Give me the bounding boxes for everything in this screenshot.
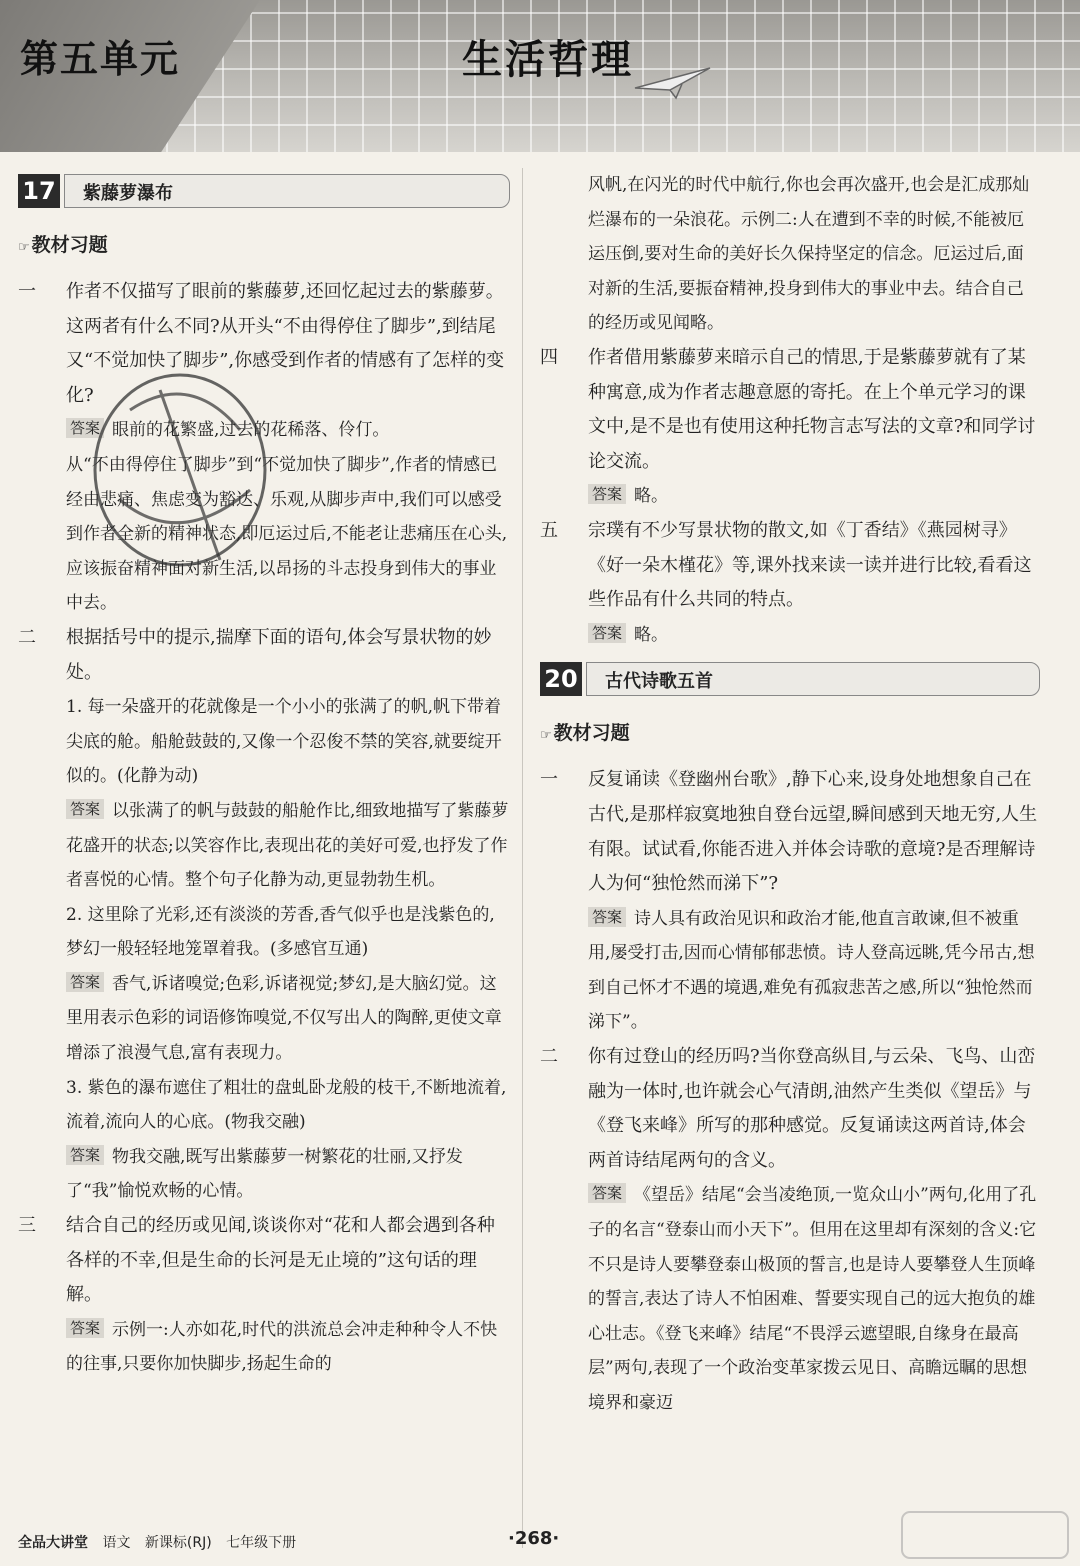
- question-text: 作者不仅描写了眼前的紫藤萝,还回忆起过去的紫藤萝。这两者有什么不同?从开头“不由得停住了脚步”,到结尾又“不觉加快了脚步”,你感受到作者的情感有了怎样的变化?: [66, 281, 505, 406]
- pointing-hand-icon: ☞: [540, 728, 552, 744]
- question-number: 一: [540, 769, 558, 791]
- footer-edition: 新课标(RJ): [144, 1535, 212, 1551]
- footer-grade: 七年级下册: [226, 1535, 297, 1551]
- answer-label: 答案: [66, 418, 104, 438]
- question-number: 三: [18, 1215, 36, 1237]
- answer-label: 答案: [588, 1183, 626, 1203]
- poem-question-1: [540, 763, 1040, 1040]
- page-footer: [18, 1528, 1058, 1558]
- answer-label: 答案: [66, 1318, 104, 1338]
- lesson-title: 古代诗歌五首: [605, 671, 713, 693]
- answer-label: 答案: [588, 484, 626, 504]
- answer: [66, 1140, 510, 1209]
- section-label: [18, 230, 510, 257]
- question-4: [540, 341, 1040, 514]
- answer: [588, 479, 1040, 514]
- answer-continued: 从“不由得停住了脚步”到“不觉加快了脚步”,作者的情感已经由悲痛、焦虑变为豁达、乐观,从脚步声中,我们可以感受到作者全新的精神状态,即厄运过后,不能老让悲痛压在心头,应该振奋精神面对新生活,以昂扬的斗志投身到伟大的事业中去。: [66, 454, 508, 614]
- answer-label: 答案: [588, 907, 626, 927]
- page-header: [0, 0, 1080, 152]
- question-text: 根据括号中的提示,揣摩下面的语句,体会写景状物的妙处。: [66, 626, 492, 683]
- answer-label: 答案: [66, 972, 104, 992]
- question-2: [18, 621, 510, 1209]
- section-label-text: 教材习题: [31, 234, 108, 256]
- sub-question-2: 2. 这里除了光彩,还有淡淡的芳香,香气似乎也是浅紫色的,梦幻一般轻轻地笼罩着我。(多感官互通): [66, 904, 495, 960]
- section-label: [540, 718, 1040, 745]
- question-number: 二: [540, 1046, 558, 1068]
- section-label-text: 教材习题: [553, 722, 630, 745]
- lesson-number: 17: [18, 174, 60, 208]
- question-text: 宗璞有不少写景状物的散文,如《丁香结》《燕园树寻》《好一朵木槿花》等,课外找来读一读并进行比较,看看这些作品有什么共同的特点。: [588, 519, 1032, 611]
- answer-text: 诗人具有政治见识和政治才能,他直言敢谏,但不被重用,屡受打击,因而心情郁郁悲愤。诗人登高远眺,凭今吊古,想到自己怀才不遇的境遇,难免有孤寂悲苦之感,所以“独怆然而涕下”。: [588, 908, 1035, 1033]
- sub-question-1: 1. 每一朵盛开的花就像是一个小小的张满了的帆,帆下带着尖底的舱。船舱鼓鼓的,又像一个忍俊不禁的笑容,就要绽开似的。(化静为动): [66, 697, 502, 787]
- handwritten-stamp-mark: [70, 350, 300, 580]
- answer: [66, 1313, 510, 1382]
- page-number: ·268·: [508, 1528, 560, 1549]
- answer-text: 略。: [634, 624, 669, 645]
- lesson-17-header: [18, 172, 510, 212]
- lesson-title-bar: [586, 662, 1040, 696]
- unit-title: 第五单元: [20, 36, 181, 81]
- column-divider: [522, 168, 523, 1548]
- lesson-title: 紫藤萝瀑布: [83, 183, 173, 204]
- answer-text: 眼前的花繁盛,过去的花稀落、伶仃。: [112, 420, 390, 441]
- question-3: [18, 1209, 510, 1382]
- question-text: 反复诵读《登幽州台歌》,静下心来,设身处地想象自己在古代,是那样寂寞地独自登台远望,瞬间感到天地无穷,人生有限。试试看,你能否进入并体会诗歌的意境?是否理解诗人为何“独怆然而涕下”?: [588, 769, 1038, 895]
- footer-brand: 全品大讲堂: [18, 1535, 88, 1551]
- answer: [66, 794, 510, 898]
- answer-continued: 风帆,在闪光的时代中航行,你也会再次盛开,也会是汇成那灿烂瀑布的一朵浪花。示例二:人在遭到不幸的时候,不能被厄运压倒,要对生命的美好长久保持坚定的信念。厄运过后,面对新的生活,要振奋精神,投身到伟大的事业中去。结合自己的经历或见闻略。: [588, 175, 1030, 334]
- answer: [588, 902, 1040, 1040]
- answer-text: 物我交融,既写出紫藤萝一树繁花的壮丽,又抒发了“我”愉悦欢畅的心情。: [66, 1146, 463, 1202]
- sub-question-3: 3. 紫色的瀑布遮住了粗壮的盘虬卧龙般的枝干,不断地流着,流着,流向人的心底。(物我交融): [66, 1077, 507, 1133]
- lesson-title-bar: [64, 174, 510, 208]
- lesson-20-header: [540, 660, 1040, 700]
- answer-text: 香气,诉诸嗅觉;色彩,诉诸视觉;梦幻,是大脑幻觉。这里用表示色彩的词语修饰嗅觉,不仅写出人的陶醉,更使文章增添了浪漫气息,富有表现力。: [66, 973, 502, 1064]
- question-number: 五: [540, 519, 558, 541]
- paper-plane-icon: [630, 60, 720, 100]
- answer: [588, 618, 1040, 653]
- pointing-hand-icon: ☞: [18, 240, 30, 255]
- right-column: [540, 168, 1040, 1421]
- theme-title: 生活哲理: [462, 36, 634, 83]
- answer: [66, 967, 510, 1071]
- question-text: 结合自己的经历或见闻,谈谈你对“花和人都会遇到各种各样的不幸,但是生命的长河是无止境的”这句话的理解。: [66, 1215, 495, 1306]
- question-5: [540, 514, 1040, 652]
- question-number: 四: [540, 346, 558, 368]
- question-text: 你有过登山的经历吗?当你登高纵目,与云朵、飞鸟、山峦融为一体时,也许就会心气清朗,油然产生类似《望岳》与《登飞来峰》所写的那种感觉。反复诵读这两首诗,体会两首诗结尾两句的含义。: [588, 1046, 1036, 1171]
- answer-label: 答案: [588, 623, 626, 643]
- answer: [588, 1178, 1040, 1420]
- question-number: 一: [18, 281, 36, 302]
- footer-subject: 语文: [102, 1535, 131, 1551]
- answer-text: 以张满了的帆与鼓鼓的船舱作比,细致地描写了紫藤萝花盛开的状态;以笑容作比,表现出花的美好可爱,也抒发了作者喜悦的心情。整个句子化静为动,更显勃勃生机。: [66, 800, 509, 891]
- answer-text: 示例一:人亦如花,时代的洪流总会冲走种种令人不快的往事,只要你加快脚步,扬起生命的: [66, 1319, 498, 1375]
- question-text: 作者借用紫藤萝来暗示自己的情思,于是紫藤萝就有了某种寓意,成为作者志趣意愿的寄托。在上个单元学习的课文中,是不是也有使用这种托物言志写法的文章?和同学讨论交流。: [588, 346, 1036, 472]
- answer-label: 答案: [66, 1145, 104, 1165]
- answer-text: 略。: [634, 486, 669, 507]
- lesson-number: 20: [540, 662, 582, 696]
- question-number: 二: [18, 626, 36, 648]
- answer-label: 答案: [66, 799, 104, 819]
- poem-question-2: [540, 1040, 1040, 1421]
- answer-text: 《望岳》结尾“会当凌绝顶,一览众山小”两句,化用了孔子的名言“登泰山而小天下”。但用在这里却有深刻的含义:它不只是诗人要攀登泰山极顶的誓言,也是诗人要攀登人生顶峰的誓言,表达了诗人不怕困难、誓要实现自己的远大抱负的雄心壮志。《登飞来峰》结尾“不畏浮云遮望眼,自缘身在最高层”两句,表现了一个政治变革家拨云见日、高瞻远瞩的思想境界和豪迈: [588, 1185, 1037, 1413]
